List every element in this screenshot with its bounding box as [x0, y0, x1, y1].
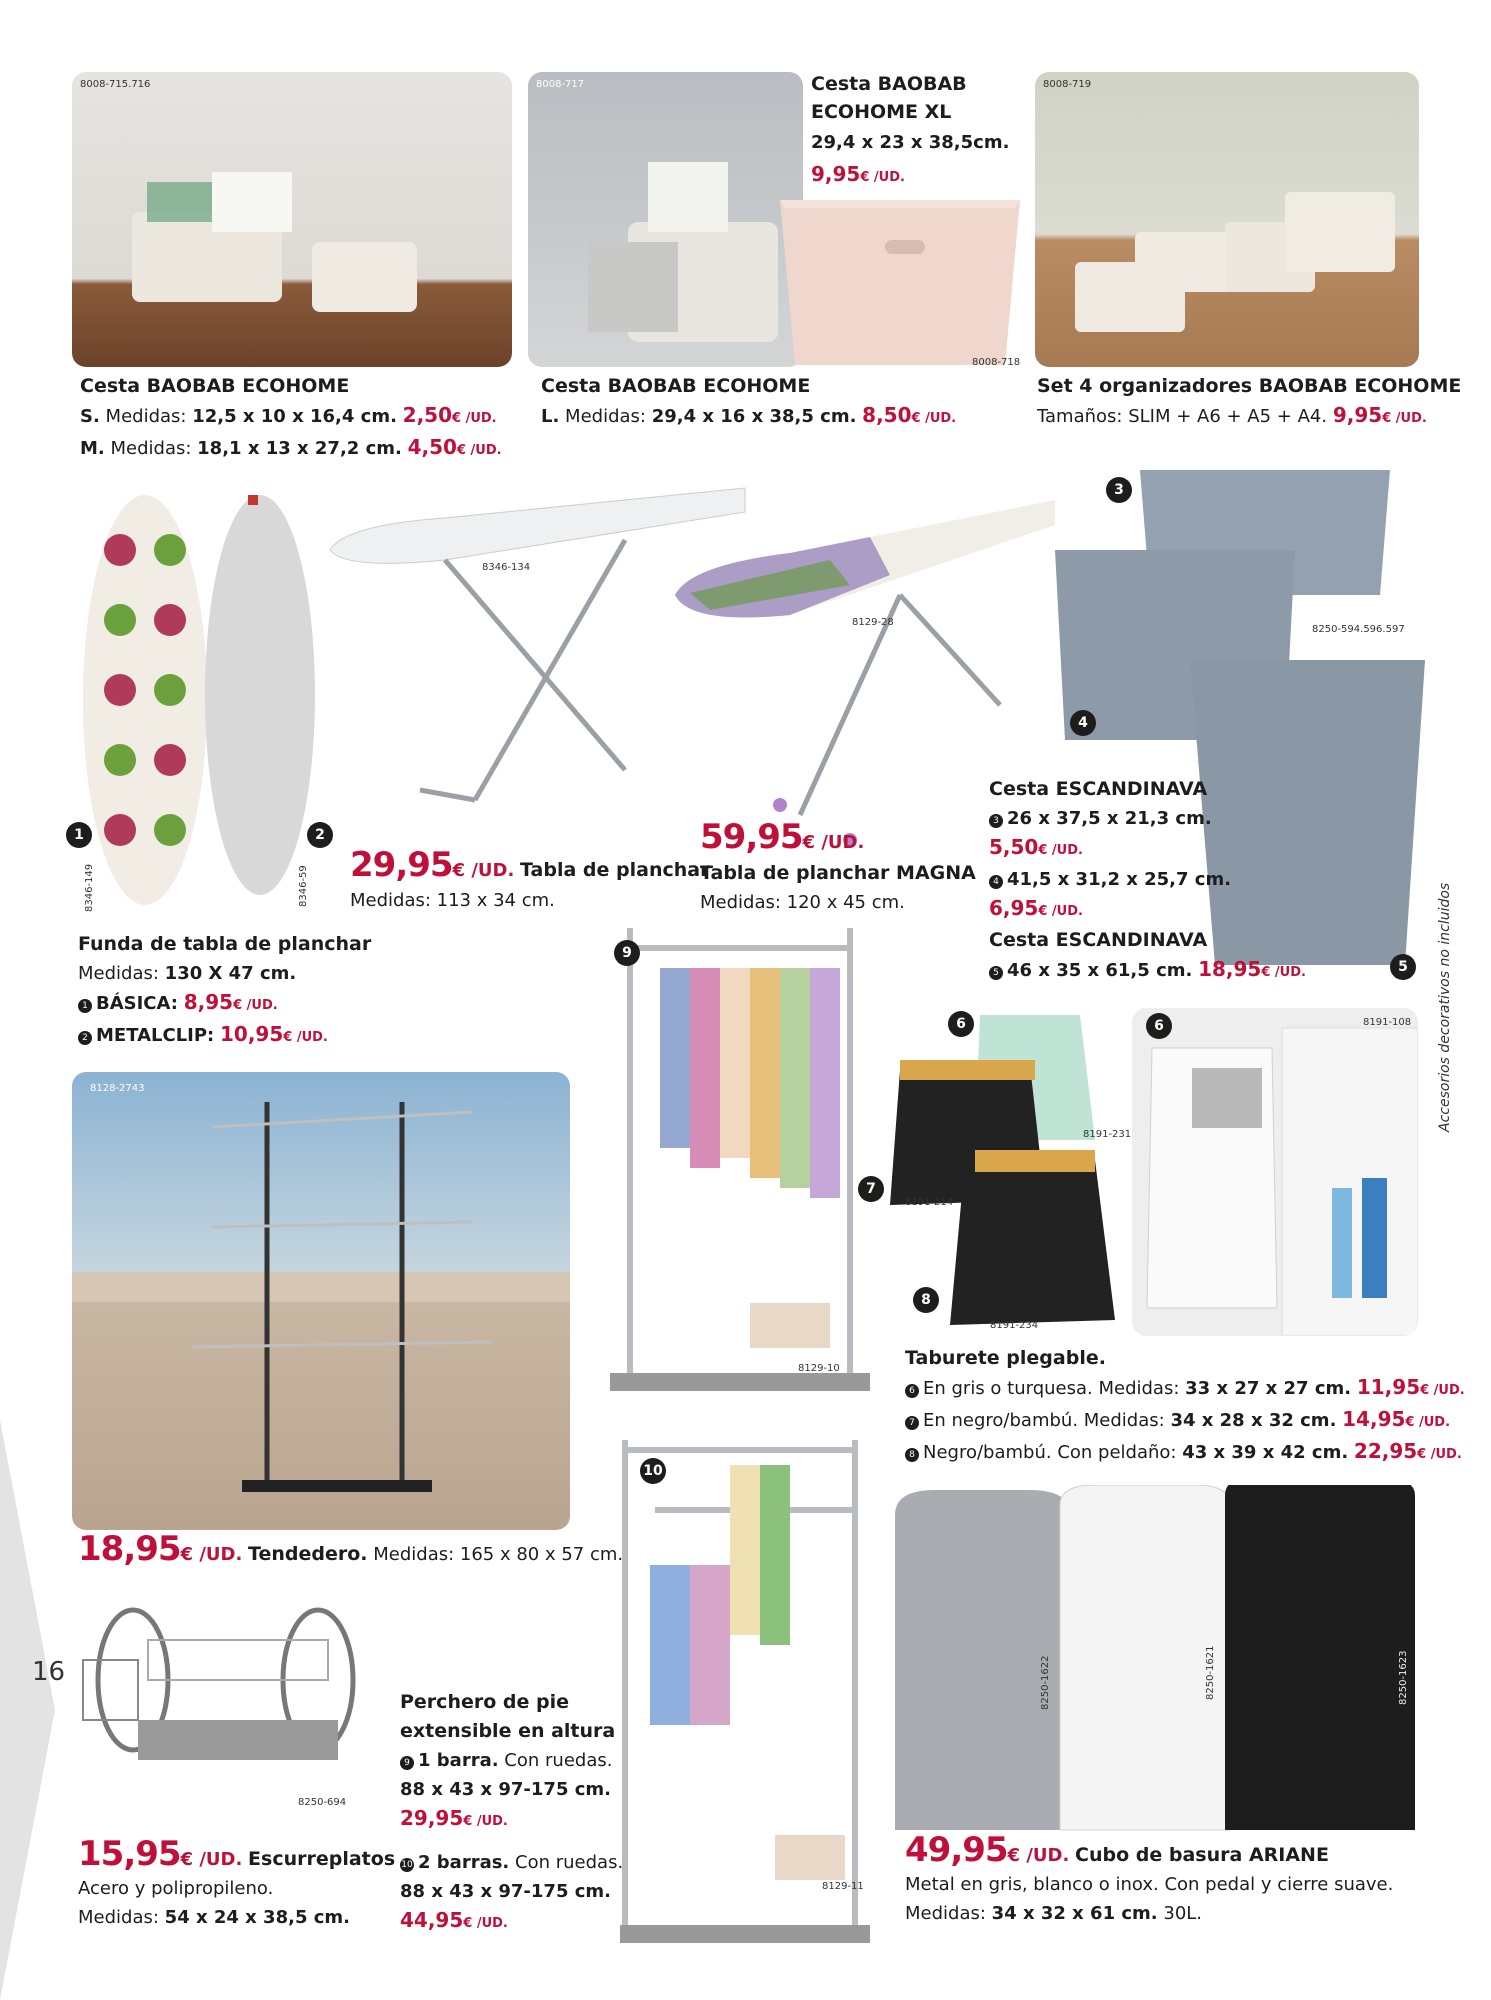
baobab-xl-dims: 29,4 x 23 x 38,5cm. [811, 132, 1010, 153]
rack1-photo [600, 918, 880, 1428]
baobab-xl-photo [770, 180, 1030, 370]
code-stool-grey: 8191-231 [1083, 1129, 1132, 1140]
badge-8: 8 [913, 1287, 939, 1313]
dryer-photo [72, 1072, 570, 1530]
baobab-l-photo [528, 72, 803, 367]
organizers-caption: Set 4 organizadores BAOBAB ECOHOME Tamaños: SLIM + A6 + A5 + A4. 9,95€ /UD. [1037, 375, 1462, 427]
baobab-sm-photo [72, 72, 512, 367]
organizers-photo [1035, 72, 1419, 367]
dryer-caption: 18,95€ /UD. Tendedero. Medidas: 165 x 80 x 57 cm. [78, 1529, 624, 1569]
badge-2: 2 [307, 822, 333, 848]
code-stool-step: 8191-234 [990, 1320, 1039, 1331]
code-baobab-sm: 8008-715.716 [80, 79, 151, 90]
code-cover-metalclip: 8346-59 [298, 865, 309, 907]
code-dryer: 8128-2743 [90, 1083, 145, 1094]
code-magna: 8129-28 [852, 617, 894, 628]
magna-caption: 59,95€ /UD. Tabla de planchar MAGNA Medidas: 120 x 45 cm. [700, 817, 976, 913]
code-baobab-xl: 8008-718 [972, 357, 1021, 368]
badge-9: 9 [614, 940, 640, 966]
code-organizers: 8008-719 [1043, 79, 1092, 90]
racks-caption: Perchero de pie extensible en altura 9 1 barra. Con ruedas. 88 x 43 x 97-175 cm. 29,95€ /UD. 10 2 barras. Con ruedas. 88 x 43 x 97-175 cm. 44,95€ /UD. [400, 1691, 624, 1932]
side-note: Accesorios decorativos no incluidos [1437, 882, 1453, 1132]
badge-6a: 6 [948, 1011, 974, 1037]
code-stool-black: 8191-214 [905, 1197, 954, 1208]
code-rack1: 8129-10 [798, 1363, 840, 1374]
dishrack-caption: 15,95€ /UD. Escurreplatos Acero y polipropileno. Medidas: 54 x 24 x 38,5 cm. [78, 1834, 396, 1928]
badge-4: 4 [1070, 710, 1096, 736]
escandinava-caption: Cesta ESCANDINAVA 3 26 x 37,5 x 21,3 cm. 5,50€ /UD. 4 41,5 x 31,2 x 25,7 cm. 6,95€ /UD. Cesta ESCANDINAVA 5 46 x 35 x 61,5 cm. 18,95€ /UD. [989, 778, 1306, 981]
code-bin-black: 8250-1623 [1398, 1650, 1409, 1705]
baobab-xl-title: Cesta BAOBAB ECOHOME XL [811, 73, 967, 123]
code-cover-basica: 8346-149 [84, 863, 95, 912]
badge-3: 3 [1106, 477, 1132, 503]
ironing-cover-basica [75, 490, 215, 910]
code-board: 8346-134 [482, 562, 531, 573]
code-bin-white: 8250-1621 [1205, 1645, 1216, 1700]
side-tab-decoration [0, 1420, 60, 2000]
board-caption: 29,95€ /UD. Tabla de planchar Medidas: 113 x 34 cm. [350, 845, 710, 911]
code-dishrack: 8250-694 [298, 1797, 347, 1808]
code-bin-grey: 8250-1622 [1040, 1655, 1051, 1710]
badge-10: 10 [640, 1458, 666, 1484]
code-stool-wall: 8191-108 [1363, 1017, 1412, 1028]
page-number: 16 [32, 1657, 66, 1687]
rack2-photo [610, 1435, 880, 1955]
ironing-cover-metalclip [200, 490, 320, 900]
dishrack-photo [78, 1600, 368, 1790]
code-baobab-l: 8008-717 [536, 79, 585, 90]
baobab-xl-price: 9,95€ /UD. [811, 162, 905, 186]
badge-6b: 6 [1146, 1013, 1172, 1039]
code-rack2: 8129-11 [822, 1881, 864, 1892]
cover-caption: Funda de tabla de planchar Medidas: 130 X 47 cm. 1 BÁSICA: 8,95€ /UD. 2 METALCLIP: 10,95€ /UD. [78, 933, 372, 1046]
baobab-sm-caption: Cesta BAOBAB ECOHOME S. Medidas: 12,5 x 10 x 16,4 cm. 2,50€ /UD. M. Medidas: 18,1 x 13 x 27,2 cm. 4,50€ /UD. [80, 375, 502, 459]
badge-1: 1 [66, 822, 92, 848]
badge-7: 7 [858, 1176, 884, 1202]
stools-caption: Taburete plegable. 6 En gris o turquesa. Medidas: 33 x 27 x 27 cm. 11,95€ /UD. 7 En negro/bambú. Medidas: 34 x 28 x 32 cm. 14,95€ /UD. 8 Negro/bambú. Con peldaño: 43 x 39 x 42 cm. 22,95€ /UD. [905, 1347, 1465, 1463]
bins-photo [895, 1485, 1425, 1835]
badge-5: 5 [1390, 954, 1416, 980]
code-escandinava: 8250-594.596.597 [1312, 624, 1405, 635]
stool-wall-photo [1132, 1008, 1418, 1336]
bins-caption: 49,95€ /UD. Cubo de basura ARIANE Metal en gris, blanco o inox. Con pedal y cierre suave. Medidas: 34 x 32 x 61 cm. 30L. [905, 1830, 1394, 1924]
baobab-l-caption: Cesta BAOBAB ECOHOME L. Medidas: 29,4 x 16 x 38,5 cm. 8,50€ /UD. [541, 375, 957, 427]
